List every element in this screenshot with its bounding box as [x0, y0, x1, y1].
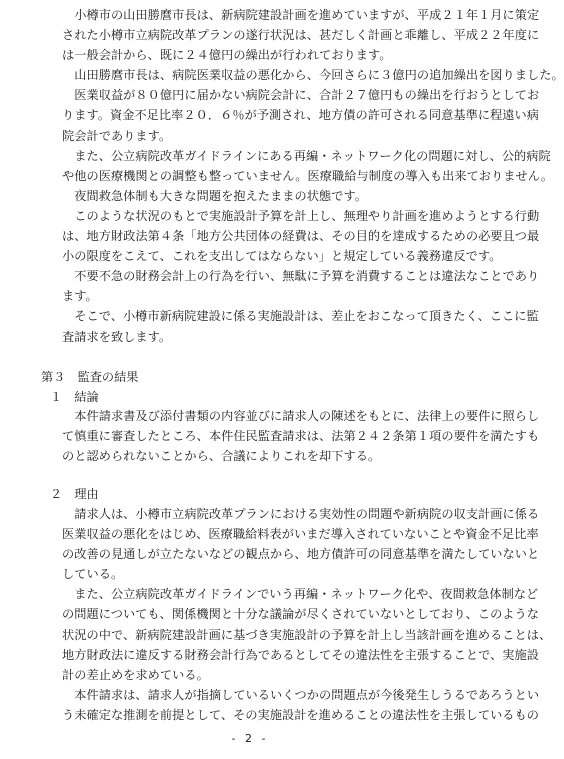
text-line: 夜間救急体制も大きな問題を抱えたままの状態です。	[62, 188, 367, 203]
text-line: 計の差止めを求めている。	[62, 667, 209, 682]
text-line: ます。	[62, 289, 98, 304]
text-line: ります。資金不足比率２０．６％が予測され、地方債の許可される同意基準に程遠い病	[62, 108, 540, 123]
text-line: また、公立病院改革ガイドラインにある再編・ネットワーク化の問題に対し、公的病院	[62, 148, 551, 163]
text-line: う未確定な推測を前提として、その実施設計を進めることの違法性を主張しているもの	[62, 707, 540, 722]
text-line: 小の限度をこえて、これを支出してはならない」と規定している義務違反です。	[62, 249, 502, 264]
text-line: された小樽市立病院改革プランの遂行状況は、甚だしく計画と乖離し、平成２２年度に	[62, 28, 540, 43]
text-line: 医業収益の悪化をはじめ、医療職給料表がいまだ導入されていないことや資金不足比率	[62, 527, 539, 542]
text-line: 小樽市の山田勝麿市長は、新病院建設計画を進めていますが、平成２１年１月に策定	[62, 8, 540, 22]
text-line: 本件請求は、請求人が指摘しているいくつかの問題点が今後発生しうるであろうとい	[62, 687, 540, 702]
text-line: て慎重に審査したところ、本件住民監査請求は、法第２４２条第１項の要件を満たすも	[62, 429, 540, 444]
text-line: している。	[62, 567, 124, 582]
text-line: 山田勝麿市長は、病院医業収益の悪化から、今回さらに３億円の追加繰出を図りました。	[62, 68, 564, 83]
text-line: 請求人は、小樽市立病院改革プランにおける実効性の問題や新病院の収支計画に係る	[62, 507, 540, 521]
request-body-paragraphs	[62, 5, 564, 347]
text-line: 地方財政法に違反する財務会計行為であるとしてその違法性を主張することで、実施設	[62, 647, 540, 662]
text-line: このような状況のもとで実施設計予算を計上し、無理やり計画を進めようとする行動	[62, 208, 540, 223]
text-line: 院会計であります。	[62, 128, 172, 143]
reason-paragraphs	[62, 504, 551, 725]
text-line: の問題についても、関係機関と十分な議論が尽くされていないとしており、このような	[62, 607, 540, 622]
section-3-heading: 第３ 監査の結果	[41, 370, 139, 384]
text-line: そこで、小樽市新病院建設に係る実施設計は、差止をおこなって頂きたく、ここに監	[62, 309, 539, 324]
text-line: 状況の中で、新病院建設計画に基づき実施設計の予算を計上し当該計画を進めることは、	[62, 627, 552, 642]
text-line: 査請求を致します。	[62, 329, 172, 344]
page-number: - 2 -	[231, 732, 269, 745]
text-line: の改善の見通しが立たないなどの観点から、地方債許可の同意基準を満たしていないと	[62, 547, 540, 562]
conclusion-heading: １ 結論	[50, 390, 99, 404]
text-line: のと認められないことから、合議によりこれを却下する。	[62, 449, 381, 464]
text-line: は一般会計から、既に２４億円の繰出が行われております。	[62, 48, 392, 63]
text-line: 不要不急の財務会計上の行為を行い、無駄に予算を消費することは違法なことであり	[62, 269, 540, 284]
conclusion-paragraph	[62, 406, 539, 466]
text-line: や他の医療機関との調整も整っていません。医療職給与制度の導入も出来ておりません。	[62, 168, 553, 183]
text-line: 本件請求書及び添付書類の内容並びに請求人の陳述をもとに、法律上の要件に照らし	[62, 409, 540, 423]
reason-heading: ２ 理由	[50, 487, 99, 501]
text-line: 医業収益が８０億円に届かない病院会計に、合計２７億円もの繰出を行おうとしてお	[62, 88, 540, 103]
text-line: は、地方財政法第４条「地方公共団体の経費は、その目的を達成するための必要且つ最	[62, 229, 540, 244]
text-line: また、公立病院改革ガイドラインでいう再編・ネットワーク化や、夜間救急体制など	[62, 587, 539, 602]
